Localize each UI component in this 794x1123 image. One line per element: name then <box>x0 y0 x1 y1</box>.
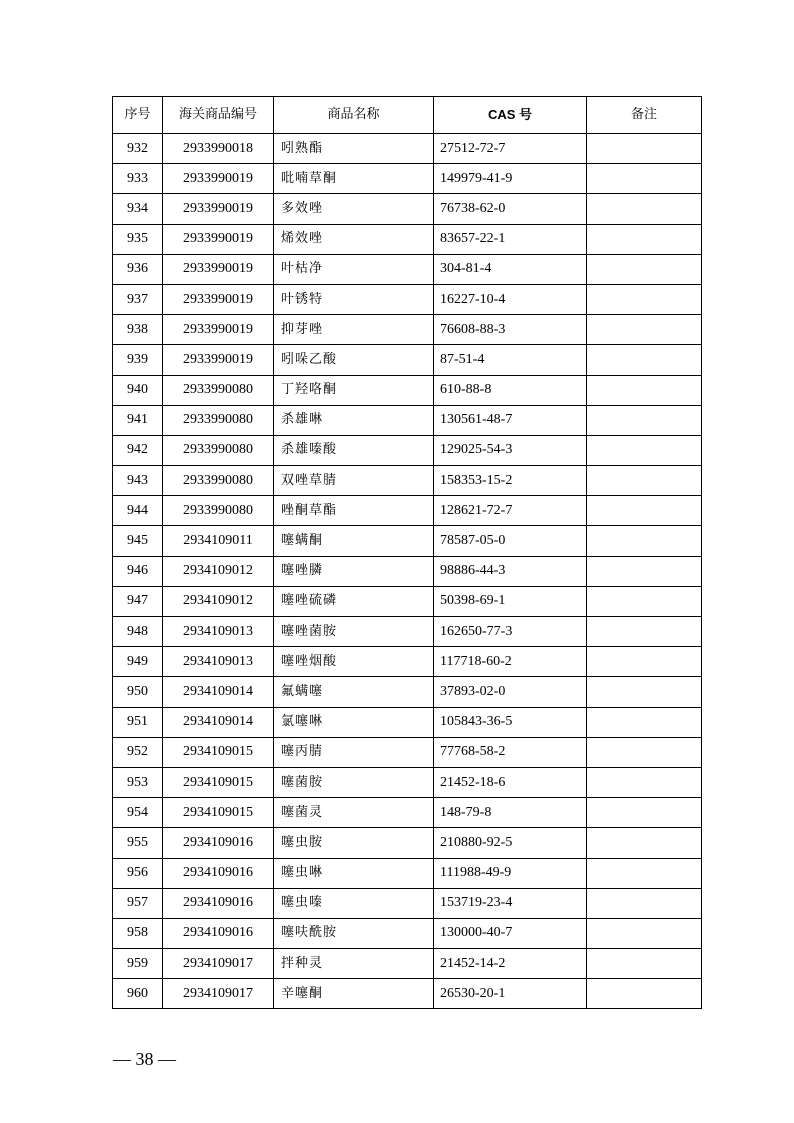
cell-product-name: 丁羟咯酮 <box>274 375 434 405</box>
cell-product-name: 氯噻啉 <box>274 707 434 737</box>
cell-product-name: 噻螨酮 <box>274 526 434 556</box>
table-row <box>113 315 702 345</box>
page-number: — 38 — <box>113 1049 176 1069</box>
table-row <box>113 194 702 224</box>
cell-cas-number: 27512-72-7 <box>434 134 587 164</box>
table-row <box>113 284 702 314</box>
table-row <box>113 254 702 284</box>
table-row <box>113 405 702 435</box>
cell-remarks <box>587 194 702 224</box>
table-row <box>113 375 702 405</box>
table-header-row <box>113 97 702 134</box>
cell-remarks <box>587 828 702 858</box>
cell-remarks <box>587 466 702 496</box>
header-index: 序号 <box>113 97 163 134</box>
cell-cas-number: 130561-48-7 <box>434 405 587 435</box>
header-customs-code: 海关商品编号 <box>163 97 274 134</box>
table-row <box>113 677 702 707</box>
cell-product-name: 双唑草腈 <box>274 466 434 496</box>
cell-product-name: 多效唑 <box>274 194 434 224</box>
cell-index: 946 <box>113 556 163 586</box>
cell-remarks <box>587 556 702 586</box>
cell-cas-number: 153719-23-4 <box>434 888 587 918</box>
cell-remarks <box>587 707 702 737</box>
table-row <box>113 345 702 375</box>
table-row <box>113 466 702 496</box>
cell-product-name: 噻虫啉 <box>274 858 434 888</box>
cell-product-name: 杀雄啉 <box>274 405 434 435</box>
cell-customs-code: 2933990080 <box>163 466 274 496</box>
cell-cas-number: 128621-72-7 <box>434 496 587 526</box>
cell-cas-number: 162650-77-3 <box>434 617 587 647</box>
cell-cas-number: 610-88-8 <box>434 375 587 405</box>
cell-remarks <box>587 164 702 194</box>
cell-remarks <box>587 888 702 918</box>
cell-remarks <box>587 647 702 677</box>
cell-cas-number: 148-79-8 <box>434 798 587 828</box>
cell-index: 955 <box>113 828 163 858</box>
cell-product-name: 噻唑菌胺 <box>274 617 434 647</box>
table-row <box>113 798 702 828</box>
cell-product-name: 烯效唑 <box>274 224 434 254</box>
cell-index: 932 <box>113 134 163 164</box>
cell-customs-code: 2934109013 <box>163 617 274 647</box>
cell-index: 939 <box>113 345 163 375</box>
cell-customs-code: 2933990018 <box>163 134 274 164</box>
cell-index: 937 <box>113 284 163 314</box>
cell-cas-number: 76738-62-0 <box>434 194 587 224</box>
cell-product-name: 噻唑硫磷 <box>274 586 434 616</box>
cell-cas-number: 130000-40-7 <box>434 918 587 948</box>
cell-index: 942 <box>113 435 163 465</box>
cell-customs-code: 2934109016 <box>163 858 274 888</box>
cell-cas-number: 129025-54-3 <box>434 435 587 465</box>
cell-remarks <box>587 134 702 164</box>
table-row <box>113 918 702 948</box>
table-row <box>113 164 702 194</box>
cell-cas-number: 304-81-4 <box>434 254 587 284</box>
cell-customs-code: 2933990080 <box>163 435 274 465</box>
table-row <box>113 526 702 556</box>
table-row <box>113 617 702 647</box>
cell-product-name: 氟螨噻 <box>274 677 434 707</box>
cell-customs-code: 2934109016 <box>163 828 274 858</box>
table-row <box>113 224 702 254</box>
cell-customs-code: 2934109014 <box>163 677 274 707</box>
cell-remarks <box>587 345 702 375</box>
cell-cas-number: 16227-10-4 <box>434 284 587 314</box>
cell-index: 948 <box>113 617 163 647</box>
cell-index: 938 <box>113 315 163 345</box>
cell-index: 950 <box>113 677 163 707</box>
cell-customs-code: 2933990019 <box>163 254 274 284</box>
cell-remarks <box>587 526 702 556</box>
cell-product-name: 噻虫嗪 <box>274 888 434 918</box>
cell-customs-code: 2933990019 <box>163 345 274 375</box>
table-row <box>113 828 702 858</box>
cell-index: 956 <box>113 858 163 888</box>
cell-index: 949 <box>113 647 163 677</box>
chemical-list-table <box>112 96 702 1009</box>
cell-customs-code: 2934109016 <box>163 918 274 948</box>
cell-cas-number: 117718-60-2 <box>434 647 587 677</box>
cell-product-name: 噻丙腈 <box>274 737 434 767</box>
table-row <box>113 949 702 979</box>
cell-product-name: 噻菌胺 <box>274 767 434 797</box>
cell-product-name: 噻菌灵 <box>274 798 434 828</box>
cell-customs-code: 2934109014 <box>163 707 274 737</box>
cell-index: 951 <box>113 707 163 737</box>
cell-cas-number: 105843-36-5 <box>434 707 587 737</box>
cell-cas-number: 50398-69-1 <box>434 586 587 616</box>
cell-index: 954 <box>113 798 163 828</box>
cell-customs-code: 2933990080 <box>163 496 274 526</box>
cell-index: 940 <box>113 375 163 405</box>
table-row <box>113 556 702 586</box>
table-row <box>113 647 702 677</box>
cell-customs-code: 2933990080 <box>163 375 274 405</box>
cell-remarks <box>587 949 702 979</box>
cell-index: 952 <box>113 737 163 767</box>
cell-remarks <box>587 677 702 707</box>
table-row <box>113 888 702 918</box>
table-row <box>113 979 702 1009</box>
cell-customs-code: 2933990080 <box>163 405 274 435</box>
cell-product-name: 杀雄嗪酸 <box>274 435 434 465</box>
cell-remarks <box>587 224 702 254</box>
cell-customs-code: 2934109015 <box>163 798 274 828</box>
cell-index: 936 <box>113 254 163 284</box>
cell-customs-code: 2934109016 <box>163 888 274 918</box>
cell-remarks <box>587 405 702 435</box>
cell-index: 957 <box>113 888 163 918</box>
cell-index: 935 <box>113 224 163 254</box>
cell-customs-code: 2933990019 <box>163 164 274 194</box>
cell-cas-number: 26530-20-1 <box>434 979 587 1009</box>
table-row <box>113 496 702 526</box>
header-product-name: 商品名称 <box>274 97 434 134</box>
cell-cas-number: 98886-44-3 <box>434 556 587 586</box>
header-cas-number: CAS 号 <box>434 97 587 134</box>
cell-product-name: 抑芽唑 <box>274 315 434 345</box>
cell-index: 934 <box>113 194 163 224</box>
table-row <box>113 707 702 737</box>
table-row <box>113 586 702 616</box>
cell-product-name: 吡喃草酮 <box>274 164 434 194</box>
cell-remarks <box>587 284 702 314</box>
cell-index: 944 <box>113 496 163 526</box>
cell-index: 943 <box>113 466 163 496</box>
cell-customs-code: 2933990019 <box>163 224 274 254</box>
cell-product-name: 叶锈特 <box>274 284 434 314</box>
table-body <box>113 134 702 1009</box>
table-row <box>113 134 702 164</box>
cell-remarks <box>587 254 702 284</box>
table-row <box>113 435 702 465</box>
cell-cas-number: 87-51-4 <box>434 345 587 375</box>
cell-product-name: 噻虫胺 <box>274 828 434 858</box>
cell-product-name: 噻唑烟酸 <box>274 647 434 677</box>
cell-cas-number: 76608-88-3 <box>434 315 587 345</box>
cell-customs-code: 2934109012 <box>163 586 274 616</box>
header-remarks: 备注 <box>587 97 702 134</box>
cell-index: 941 <box>113 405 163 435</box>
cell-remarks <box>587 496 702 526</box>
cell-remarks <box>587 315 702 345</box>
cell-remarks <box>587 375 702 405</box>
cell-customs-code: 2934109012 <box>163 556 274 586</box>
cell-cas-number: 77768-58-2 <box>434 737 587 767</box>
cell-index: 945 <box>113 526 163 556</box>
cell-cas-number: 111988-49-9 <box>434 858 587 888</box>
cell-product-name: 噻唑膦 <box>274 556 434 586</box>
cell-customs-code: 2933990019 <box>163 194 274 224</box>
cell-index: 960 <box>113 979 163 1009</box>
cell-cas-number: 37893-02-0 <box>434 677 587 707</box>
cell-cas-number: 210880-92-5 <box>434 828 587 858</box>
cell-remarks <box>587 767 702 797</box>
cell-index: 953 <box>113 767 163 797</box>
cell-remarks <box>587 798 702 828</box>
cell-cas-number: 21452-18-6 <box>434 767 587 797</box>
cell-product-name: 叶枯净 <box>274 254 434 284</box>
cell-cas-number: 83657-22-1 <box>434 224 587 254</box>
cell-customs-code: 2934109017 <box>163 949 274 979</box>
cell-cas-number: 21452-14-2 <box>434 949 587 979</box>
cell-customs-code: 2933990019 <box>163 284 274 314</box>
cell-product-name: 吲熟酯 <box>274 134 434 164</box>
cell-customs-code: 2934109015 <box>163 737 274 767</box>
cell-remarks <box>587 737 702 767</box>
cell-index: 959 <box>113 949 163 979</box>
cell-index: 933 <box>113 164 163 194</box>
cell-customs-code: 2934109017 <box>163 979 274 1009</box>
cell-customs-code: 2934109015 <box>163 767 274 797</box>
table-row <box>113 858 702 888</box>
cell-cas-number: 78587-05-0 <box>434 526 587 556</box>
cell-cas-number: 158353-15-2 <box>434 466 587 496</box>
cell-customs-code: 2933990019 <box>163 315 274 345</box>
cell-product-name: 拌种灵 <box>274 949 434 979</box>
cell-remarks <box>587 435 702 465</box>
cell-index: 947 <box>113 586 163 616</box>
cell-customs-code: 2934109013 <box>163 647 274 677</box>
cell-remarks <box>587 617 702 647</box>
cell-customs-code: 2934109011 <box>163 526 274 556</box>
cell-product-name: 辛噻酮 <box>274 979 434 1009</box>
table-row <box>113 737 702 767</box>
cell-remarks <box>587 979 702 1009</box>
cell-cas-number: 149979-41-9 <box>434 164 587 194</box>
cell-product-name: 唑酮草酯 <box>274 496 434 526</box>
cell-remarks <box>587 858 702 888</box>
cell-remarks <box>587 918 702 948</box>
cell-product-name: 吲哚乙酸 <box>274 345 434 375</box>
cell-product-name: 噻呋酰胺 <box>274 918 434 948</box>
cell-index: 958 <box>113 918 163 948</box>
table-row <box>113 767 702 797</box>
cell-remarks <box>587 586 702 616</box>
